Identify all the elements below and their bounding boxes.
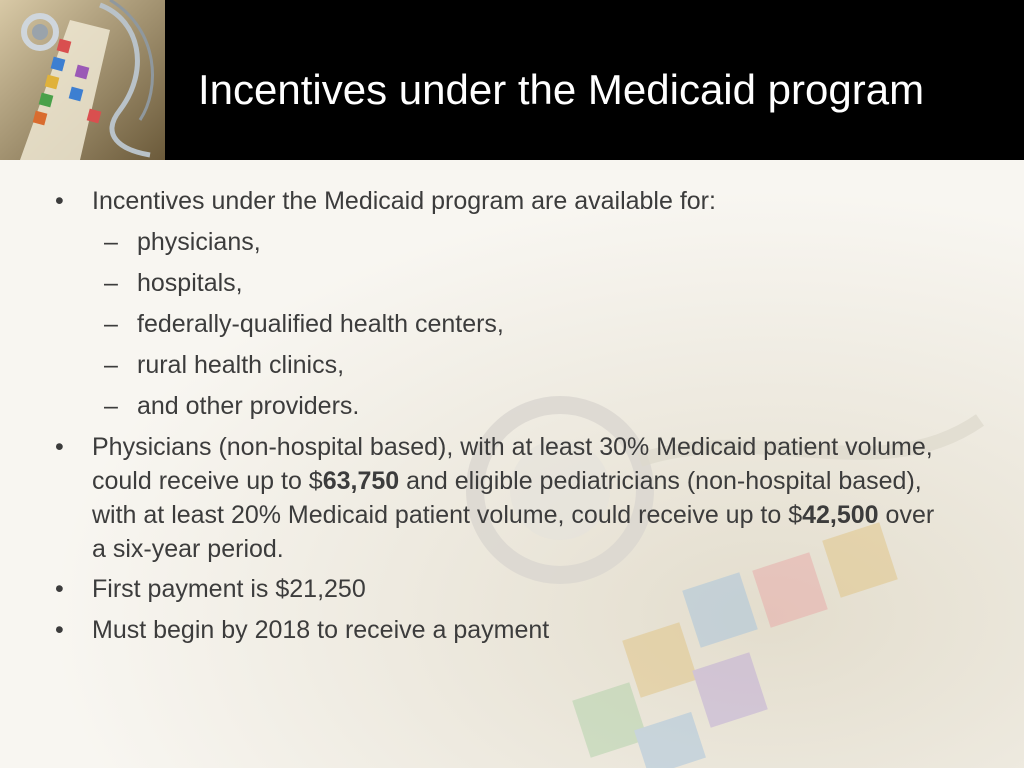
subitem-other-providers: – and other providers. — [137, 389, 359, 423]
subitem-rural-clinics: – rural health clinics, — [137, 348, 344, 382]
bullet-eligibility — [92, 184, 952, 218]
bullet-deadline — [92, 613, 952, 647]
subitem-physicians: – physicians, — [137, 225, 261, 259]
subitem-hospitals: – hospitals, — [137, 266, 243, 300]
slide-title: Incentives under the Medicaid program — [198, 66, 925, 113]
bullet-text-part1: Physicians (non-hospital based), with at least 30% Medicaid patient volume, could receive up to $ — [92, 433, 933, 495]
bullet-text-part3: over a six-year period. — [92, 501, 935, 563]
bullet-text: First payment is $21,250 — [92, 575, 366, 603]
amount-physicians: 63,750 — [322, 467, 400, 495]
slide-header — [0, 0, 1024, 160]
slide-body — [0, 160, 1024, 768]
bullet-text-part2: and eligible pediatricians (non-hospital based), with at least 20% Medicaid patient volume, could receive up to $ — [92, 467, 922, 529]
bullet-physician-amounts — [92, 430, 952, 566]
bullet-text: Incentives under the Medicaid program are available for: — [92, 187, 716, 215]
bullet-text: Must begin by 2018 to receive a payment — [92, 616, 550, 644]
stethoscope-and-medical-chart-icon — [0, 0, 165, 160]
amount-pediatricians: 42,500 — [802, 501, 879, 529]
bullet-first-payment — [92, 572, 952, 606]
subitem-fqhc: – federally-qualified health centers, — [137, 307, 504, 341]
